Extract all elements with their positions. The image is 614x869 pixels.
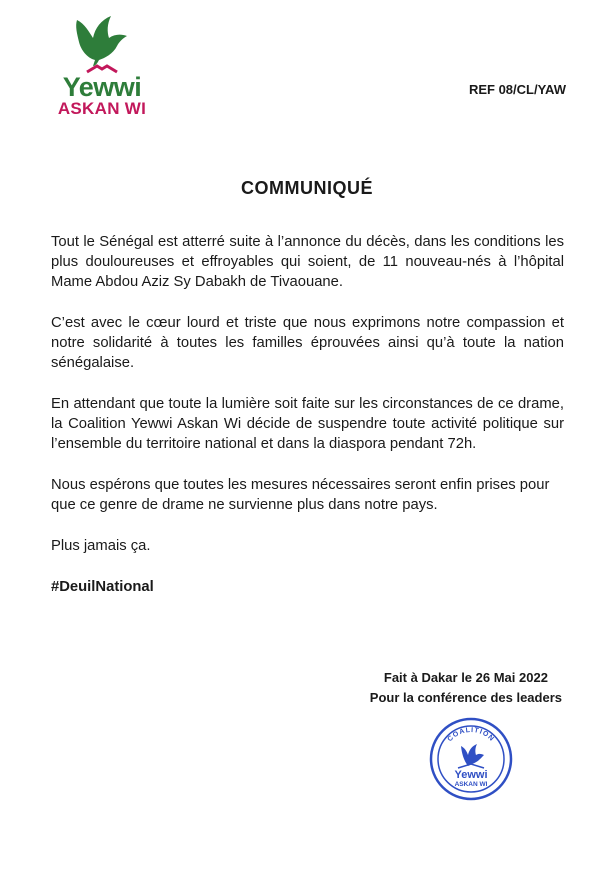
svg-text:COALITION — [447, 727, 496, 743]
dove-with-broken-chain-icon — [67, 14, 137, 76]
paragraph: En attendant que toute la lumière soit faite sur les circonstances de ce drame, la Coalition Yewwi Askan Wi décide de suspendre toute activité politique sur l’ensemble du territoire national et dans la diaspora pendant 72h. — [51, 396, 564, 452]
reference-number: REF 08/CL/YAW — [468, 82, 566, 97]
hashtag: #DeuilNational — [51, 579, 154, 595]
stamp-brand-line2: ASKAN WI — [454, 781, 488, 788]
coalition-stamp-icon — [428, 716, 514, 802]
document-body — [51, 232, 564, 618]
yewwi-askan-wi-logo — [48, 14, 156, 118]
logo-brand-line1: Yewwi — [62, 72, 142, 102]
place-date: Fait à Dakar le 26 Mai 2022 — [383, 670, 548, 685]
stamp-top-text: COALITION — [446, 726, 496, 744]
signature-block — [370, 668, 562, 708]
paragraph: Tout le Sénégal est atterré suite à l’annonce du décès, dans les conditions les plus douloureuses et effroyables qui soient, de 11 nouveau-nés à l’hôpital Mame Abdou Aziz Sy Dabakh de Tivaouane. — [51, 234, 564, 290]
logo-brand-line2: ASKAN WI — [57, 99, 147, 118]
paragraph: Nous espérons que toutes les mesures nécessaires seront enfin prises pour que ce genre de drame ne survienne plus dans notre pays. — [51, 477, 550, 513]
signatory: Pour la conférence des leaders — [369, 690, 562, 705]
document-title: COMMUNIQUÉ — [241, 178, 373, 198]
stamp-brand-line1: Yewwi — [454, 769, 488, 781]
paragraph: C’est avec le cœur lourd et triste que nous exprimons notre compassion et notre solidarité à toutes les familles éprouvées ainsi qu’à toute la nation sénégalaise. — [51, 315, 564, 371]
paragraph: Plus jamais ça. — [51, 538, 151, 554]
